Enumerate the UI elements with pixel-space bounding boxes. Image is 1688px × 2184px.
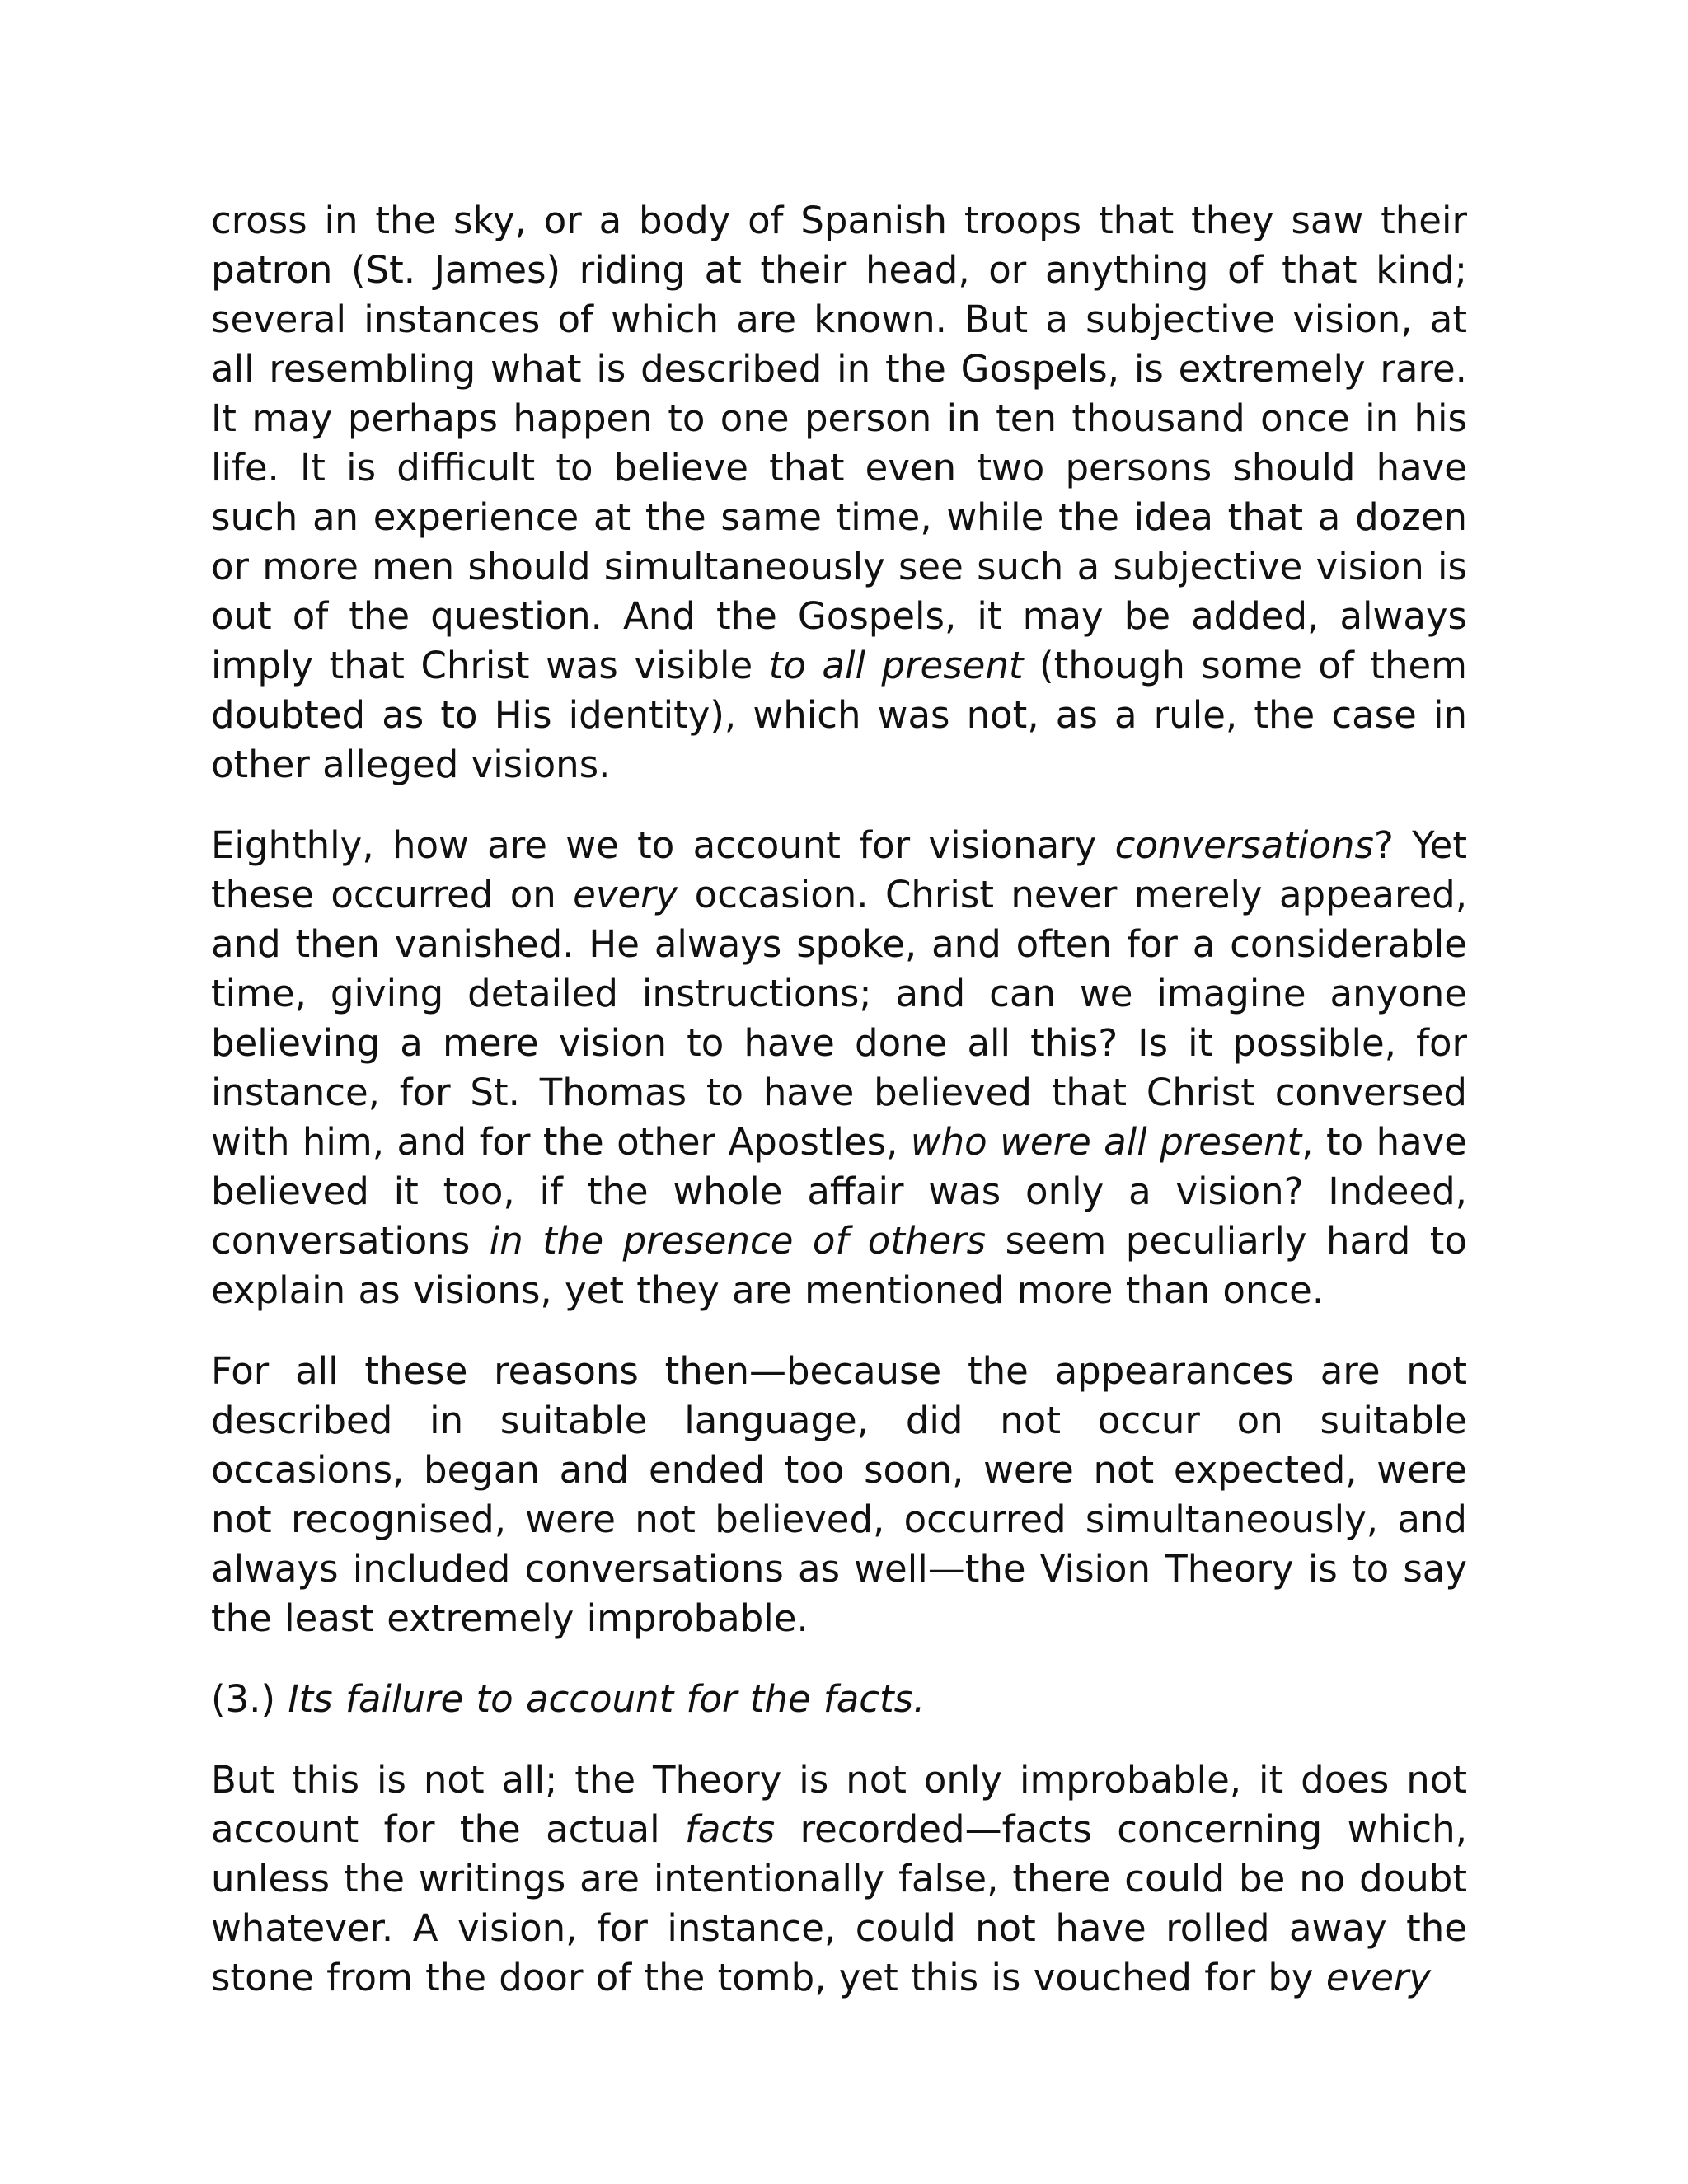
text-segment: For all these reasons then—because the appearances are not described in suitable language, did not occur on suitable occasions, began and ended too soon, were not expected, were not recognised, were not believed, occurred simultaneously, and always included conversations as well—the Vision Theory is to say the least extremely improbable.	[211, 1349, 1467, 1640]
text-segment: But this is not all; the Theory is not only improbable, it does not account for the actual	[211, 1758, 1467, 1851]
text-segment: Eighthly, how are we to account for visionary	[211, 823, 1115, 867]
text-segment: seem peculiarly hard to explain as visions, yet they are mentioned more than once.	[211, 1219, 1467, 1312]
paragraph-all-these-reasons	[211, 1347, 1467, 1643]
italic-phrase: conversations	[1114, 823, 1374, 867]
italic-phrase: facts	[685, 1807, 776, 1851]
text-segment: , to have believed it too, if the whole affair was only a vision? Indeed, conversations	[211, 1120, 1467, 1263]
paragraph-visions-rarity	[211, 196, 1467, 790]
text-segment: (though some of them doubted as to His identity), which was not, as a rule, the case in other alleged visions.	[211, 644, 1467, 786]
section-number: (3.)	[211, 1677, 288, 1721]
text-segment: ? Yet these occurred on	[211, 823, 1468, 916]
page-body	[211, 196, 1467, 2003]
italic-phrase: every	[1325, 1956, 1432, 1999]
paragraph-eighthly-conversations	[211, 821, 1467, 1315]
section-title: Its failure to account for the facts.	[288, 1677, 926, 1721]
italic-phrase: every	[573, 873, 678, 916]
text-segment: cross in the sky, or a body of Spanish troops that they saw their patron (St. James) riding at their head, or anything of that kind; several instances of which are known. But a subjective vision, at all resembling what is described in the Gospels, is extremely rare. It may perhaps happen to one person in ten thousand once in his life. It is difficult to believe that even two persons should have such an experience at the same time, while the idea that a dozen or more men should simultaneously see such a subjective vision is out of the question. And the Gospels, it may be added, always imply that Christ was visible	[211, 199, 1467, 687]
text-segment: occasion. Christ never merely appeared, and then vanished. He always spoke, and often for a considerable time, giving detailed instructions; and can we imagine anyone believing a mere vision to have done all this? Is it possible, for instance, for St. Thomas to have believed that Christ conversed with him, and for the other Apostles,	[211, 873, 1468, 1164]
section-heading	[211, 1675, 1467, 1724]
text-segment: recorded—facts concerning which, unless the writings are intentionally false, there could be no doubt whatever. A vision, for instance, could not have rolled away the stone from the door of the tomb, yet this is vouched for by	[211, 1807, 1467, 1999]
italic-phrase: who were all present	[910, 1120, 1302, 1164]
italic-phrase: in the presence of others	[489, 1219, 987, 1263]
italic-phrase: to all present	[768, 644, 1024, 687]
paragraph-failure-facts	[211, 1755, 1467, 2003]
